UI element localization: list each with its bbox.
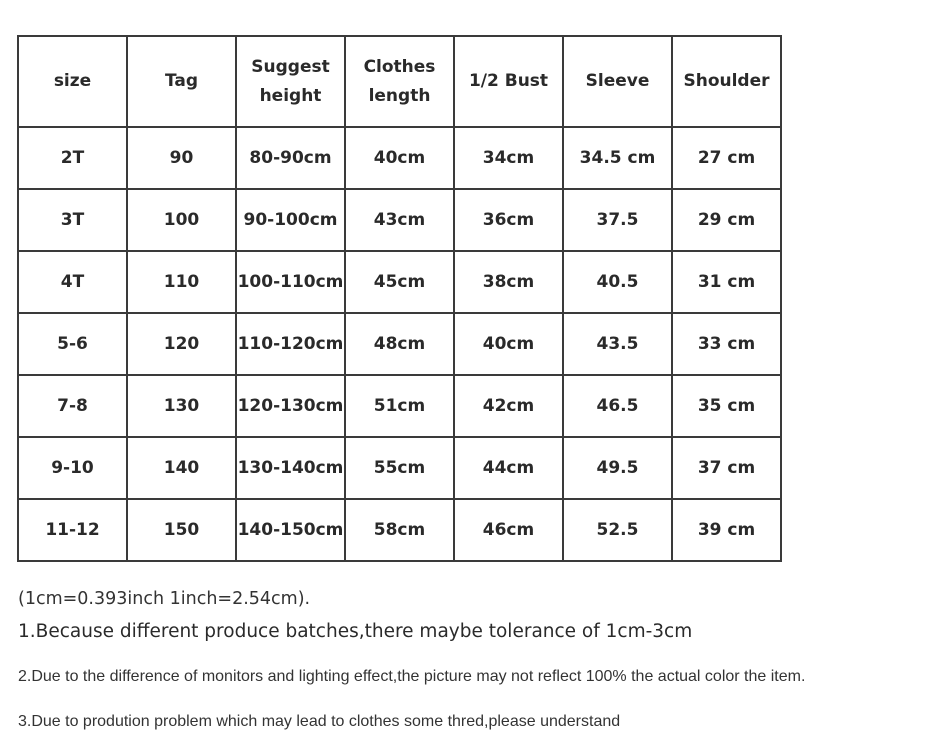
cell-suggest-height: 80-90cm (236, 127, 345, 189)
cell-tag: 100 (127, 189, 236, 251)
cell-half-bust: 42cm (454, 375, 563, 437)
cell-sleeve: 49.5 (563, 437, 672, 499)
cell-suggest-height: 90-100cm (236, 189, 345, 251)
cell-size: 3T (18, 189, 127, 251)
cell-suggest-height: 120-130cm (236, 375, 345, 437)
cell-shoulder: 33 cm (672, 313, 781, 375)
table-row (18, 437, 781, 499)
cell-sleeve: 46.5 (563, 375, 672, 437)
cell-tag: 130 (127, 375, 236, 437)
header-sleeve: Sleeve (563, 36, 672, 127)
cell-suggest-height: 100-110cm (236, 251, 345, 313)
cell-sleeve: 40.5 (563, 251, 672, 313)
cell-shoulder: 35 cm (672, 375, 781, 437)
size-chart-table (17, 35, 782, 562)
cell-shoulder: 39 cm (672, 499, 781, 561)
cell-tag: 140 (127, 437, 236, 499)
cell-suggest-height: 110-120cm (236, 313, 345, 375)
cell-sleeve: 52.5 (563, 499, 672, 561)
cell-half-bust: 46cm (454, 499, 563, 561)
table-row (18, 375, 781, 437)
table-row (18, 499, 781, 561)
cell-clothes-length: 45cm (345, 251, 454, 313)
cell-size: 11-12 (18, 499, 127, 561)
cell-clothes-length: 55cm (345, 437, 454, 499)
header-half-bust: 1/2 Bust (454, 36, 563, 127)
cell-clothes-length: 43cm (345, 189, 454, 251)
cell-half-bust: 38cm (454, 251, 563, 313)
cell-size: 4T (18, 251, 127, 313)
cell-size: 9-10 (18, 437, 127, 499)
header-row (18, 36, 781, 127)
cell-tag: 90 (127, 127, 236, 189)
cell-clothes-length: 40cm (345, 127, 454, 189)
cell-tag: 110 (127, 251, 236, 313)
header-tag: Tag (127, 36, 236, 127)
conversion-note: (1cm=0.393inch 1inch=2.54cm). (18, 589, 311, 609)
cell-size: 2T (18, 127, 127, 189)
cell-suggest-height: 140-150cm (236, 499, 345, 561)
cell-clothes-length: 51cm (345, 375, 454, 437)
cell-sleeve: 34.5 cm (563, 127, 672, 189)
table-row (18, 251, 781, 313)
header-size: size (18, 36, 127, 127)
cell-shoulder: 31 cm (672, 251, 781, 313)
cell-shoulder: 37 cm (672, 437, 781, 499)
thread-disclaimer-note: 3.Due to prodution problem which may lead to clothes some thred,please understand (18, 713, 621, 730)
cell-tag: 120 (127, 313, 236, 375)
cell-half-bust: 44cm (454, 437, 563, 499)
color-disclaimer-note: 2.Due to the difference of monitors and lighting effect,the picture may not reflect 100% the actual color the item. (18, 668, 806, 685)
cell-half-bust: 36cm (454, 189, 563, 251)
size-chart-body (18, 127, 781, 561)
cell-half-bust: 34cm (454, 127, 563, 189)
header-suggest-height: Suggest height (236, 36, 345, 127)
table-row (18, 189, 781, 251)
header-shoulder: Shoulder (672, 36, 781, 127)
cell-sleeve: 43.5 (563, 313, 672, 375)
header-clothes-length: Clothes length (345, 36, 454, 127)
cell-shoulder: 27 cm (672, 127, 781, 189)
cell-shoulder: 29 cm (672, 189, 781, 251)
cell-half-bust: 40cm (454, 313, 563, 375)
cell-size: 7-8 (18, 375, 127, 437)
table-row (18, 127, 781, 189)
cell-size: 5-6 (18, 313, 127, 375)
size-chart-header (18, 36, 781, 127)
table-row (18, 313, 781, 375)
cell-sleeve: 37.5 (563, 189, 672, 251)
cell-suggest-height: 130-140cm (236, 437, 345, 499)
cell-clothes-length: 48cm (345, 313, 454, 375)
cell-clothes-length: 58cm (345, 499, 454, 561)
tolerance-note: 1.Because different produce batches,there maybe tolerance of 1cm-3cm (18, 621, 693, 642)
cell-tag: 150 (127, 499, 236, 561)
